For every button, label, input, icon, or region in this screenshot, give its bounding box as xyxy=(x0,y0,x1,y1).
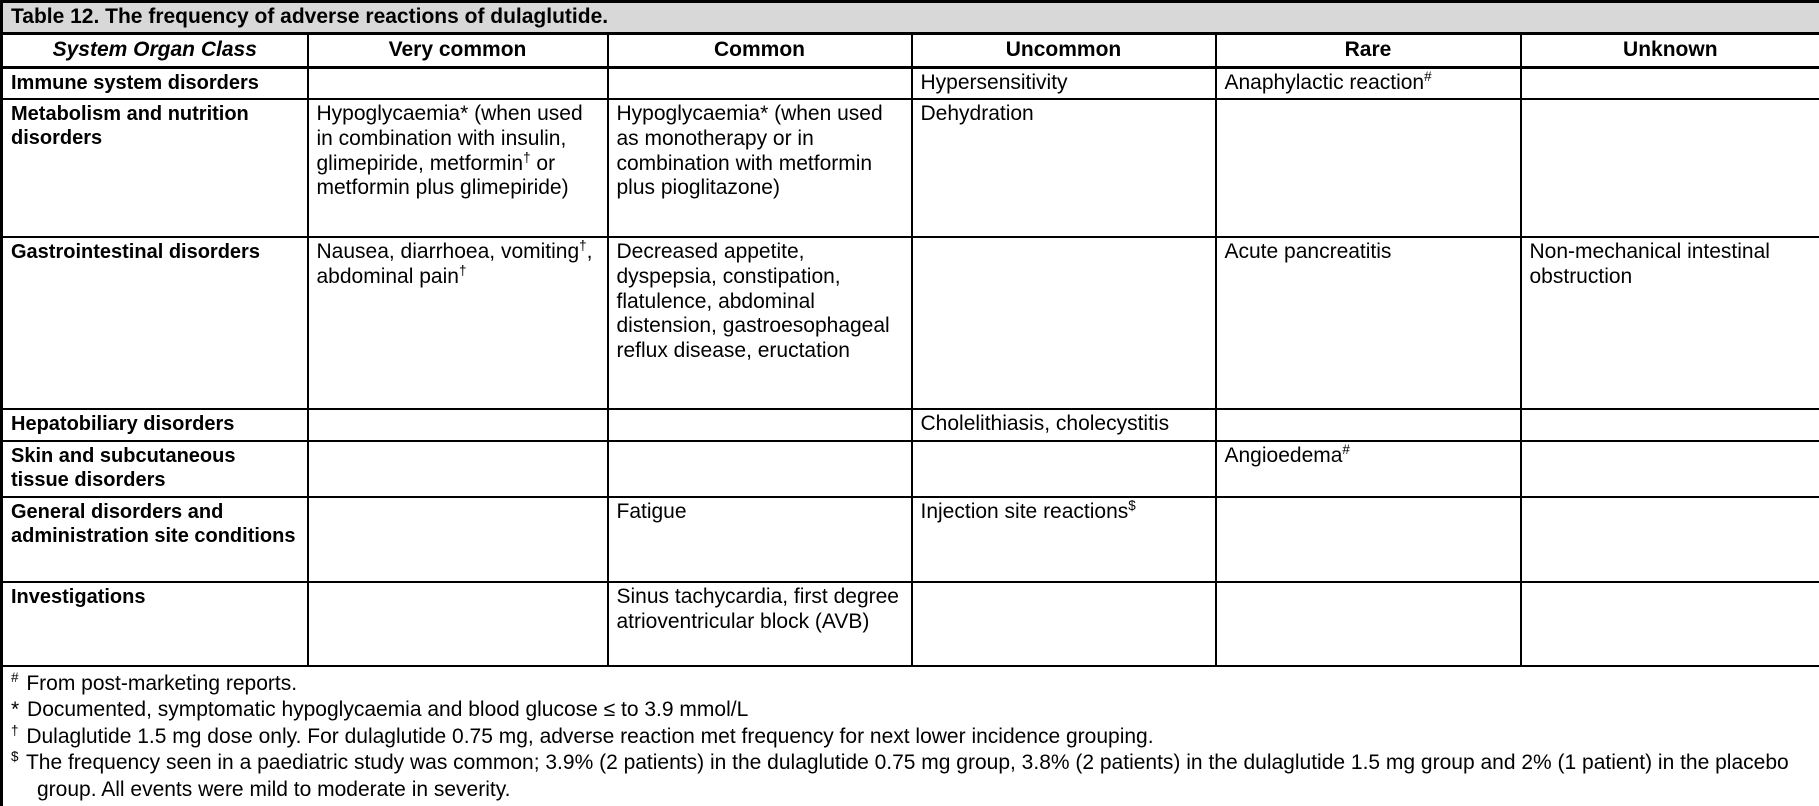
cell-text: Hypoglycaemia* (when used in combination with insulin, glimepiride, metformin xyxy=(316,102,583,175)
footnote-text: The frequency seen in a paediatric study was common; 3.9% (2 patients) in the dulaglutide 0.75 mg group, 3.8% (2 patients) in the dulaglutide 1.5 mg group and 2% (1 patient) in the placebo group. All events were mild to moderate in severity. xyxy=(20,751,1789,801)
cell-text: Fatigue xyxy=(616,500,687,524)
soc-cell xyxy=(2,99,308,237)
table-row xyxy=(2,441,1819,497)
footnote-marker: $ xyxy=(11,749,19,765)
footnote xyxy=(11,750,1809,803)
cell-text: , abdominal pain xyxy=(316,240,593,288)
footnotes-cell xyxy=(2,666,1819,806)
column-header-uncommon: Uncommon xyxy=(912,33,1216,67)
cell-text: Sinus tachycardia, first degree atrioventricular block (AVB) xyxy=(616,585,899,633)
soc-cell xyxy=(2,237,308,409)
frequency-cell xyxy=(308,582,608,666)
cell-text: Anaphylactic reaction xyxy=(1224,70,1425,94)
cell-text: Decreased appetite, dyspepsia, constipation, flatulence, abdominal distension, gastroesophageal reflux disease, eructation xyxy=(616,240,890,363)
cell-text: Injection site reactions xyxy=(920,500,1129,524)
table-row xyxy=(2,497,1819,582)
cell-text: or metformin plus glimepiride) xyxy=(316,151,569,200)
frequency-cell xyxy=(912,99,1216,237)
cell-text: Skin and subcutaneous tissue disorders xyxy=(11,445,236,492)
frequency-cell xyxy=(1521,409,1819,441)
column-header-rare: Rare xyxy=(1216,33,1521,67)
footnote xyxy=(11,724,1809,750)
soc-cell xyxy=(2,67,308,99)
frequency-cell xyxy=(308,99,608,237)
cell-text: Hypoglycaemia* (when used as monotherapy or in combination with metformin plus pioglitazone) xyxy=(616,102,883,200)
table-row xyxy=(2,99,1819,237)
frequency-cell xyxy=(1216,582,1521,666)
frequency-cell xyxy=(608,582,912,666)
frequency-cell xyxy=(308,237,608,409)
cell-text: Acute pancreatitis xyxy=(1224,240,1392,264)
frequency-cell xyxy=(608,409,912,441)
footnote-marker-sup: † xyxy=(579,238,587,254)
cell-text: Nausea, diarrhoea, vomiting xyxy=(316,240,580,264)
frequency-cell xyxy=(912,582,1216,666)
cell-text: Hypersensitivity xyxy=(920,70,1068,94)
frequency-cell xyxy=(608,497,912,582)
frequency-cell xyxy=(308,441,608,497)
cell-text: Non-mechanical intestinal obstruction xyxy=(1529,240,1770,288)
frequency-cell xyxy=(1521,67,1819,99)
footnote-marker-sup: † xyxy=(523,149,531,165)
frequency-cell xyxy=(1521,582,1819,666)
table-title: Table 12. The frequency of adverse reactions of dulaglutide. xyxy=(2,2,1819,34)
frequency-cell xyxy=(1216,237,1521,409)
footnote xyxy=(11,671,1809,697)
footnote-row xyxy=(2,666,1819,806)
frequency-cell xyxy=(1521,237,1819,409)
frequency-cell xyxy=(912,441,1216,497)
column-header-common: Common xyxy=(608,33,912,67)
cell-text: Metabolism and nutrition disorders xyxy=(11,103,249,150)
frequency-cell xyxy=(912,409,1216,441)
table-row xyxy=(2,67,1819,99)
footnote-marker: * xyxy=(11,698,20,722)
soc-cell xyxy=(2,409,308,441)
frequency-cell xyxy=(308,409,608,441)
soc-cell xyxy=(2,497,308,582)
frequency-cell xyxy=(912,497,1216,582)
frequency-cell xyxy=(1216,409,1521,441)
cell-text: Angioedema xyxy=(1224,444,1343,468)
frequency-cell xyxy=(1216,67,1521,99)
frequency-cell xyxy=(608,441,912,497)
cell-text: Gastrointestinal disorders xyxy=(11,241,260,264)
frequency-cell xyxy=(1216,441,1521,497)
cell-text: Cholelithiasis, cholecystitis xyxy=(920,412,1170,436)
cell-text: General disorders and administration site conditions xyxy=(11,501,296,548)
footnote-text: Dulaglutide 1.5 mg dose only. For dulaglutide 0.75 mg, adverse reaction met frequency for next lower incidence grouping. xyxy=(20,724,1154,748)
frequency-cell xyxy=(1216,497,1521,582)
footnote-marker: # xyxy=(11,670,19,686)
footnote-marker: † xyxy=(11,722,19,738)
footnote-text: Documented, symptomatic hypoglycaemia and blood glucose ≤ to 3.9 mmol/L xyxy=(21,698,749,722)
soc-cell xyxy=(2,441,308,497)
soc-cell xyxy=(2,582,308,666)
frequency-cell xyxy=(608,99,912,237)
footnote-text: From post-marketing reports. xyxy=(20,672,298,696)
frequency-cell xyxy=(912,237,1216,409)
cell-text: Dehydration xyxy=(920,102,1034,126)
table-row xyxy=(2,237,1819,409)
cell-text: Immune system disorders xyxy=(11,71,259,94)
frequency-cell xyxy=(608,237,912,409)
footnote-marker-sup: † xyxy=(458,262,467,278)
frequency-cell xyxy=(912,67,1216,99)
frequency-cell xyxy=(1216,99,1521,237)
table-foot xyxy=(2,666,1819,806)
frequency-cell xyxy=(608,67,912,99)
column-header-row xyxy=(2,33,1819,67)
footnote-marker-sup: # xyxy=(1342,442,1350,458)
column-header-unknown: Unknown xyxy=(1521,33,1819,67)
frequency-cell xyxy=(308,497,608,582)
footnote-marker-sup: # xyxy=(1424,68,1432,84)
cell-text: Hepatobiliary disorders xyxy=(11,413,235,436)
column-header-very-common: Very common xyxy=(308,33,608,67)
table-head xyxy=(2,2,1819,68)
table-title-row xyxy=(2,2,1819,34)
frequency-cell xyxy=(308,67,608,99)
frequency-cell xyxy=(1521,441,1819,497)
table-row xyxy=(2,582,1819,666)
table-body xyxy=(2,67,1819,666)
frequency-cell xyxy=(1521,497,1819,582)
table-row xyxy=(2,409,1819,441)
footnote xyxy=(11,697,1809,723)
frequency-cell xyxy=(1521,99,1819,237)
column-header-system-organ-class: System Organ Class xyxy=(2,33,308,67)
cell-text: Investigations xyxy=(11,586,146,609)
footnote-marker-sup: $ xyxy=(1128,498,1136,514)
